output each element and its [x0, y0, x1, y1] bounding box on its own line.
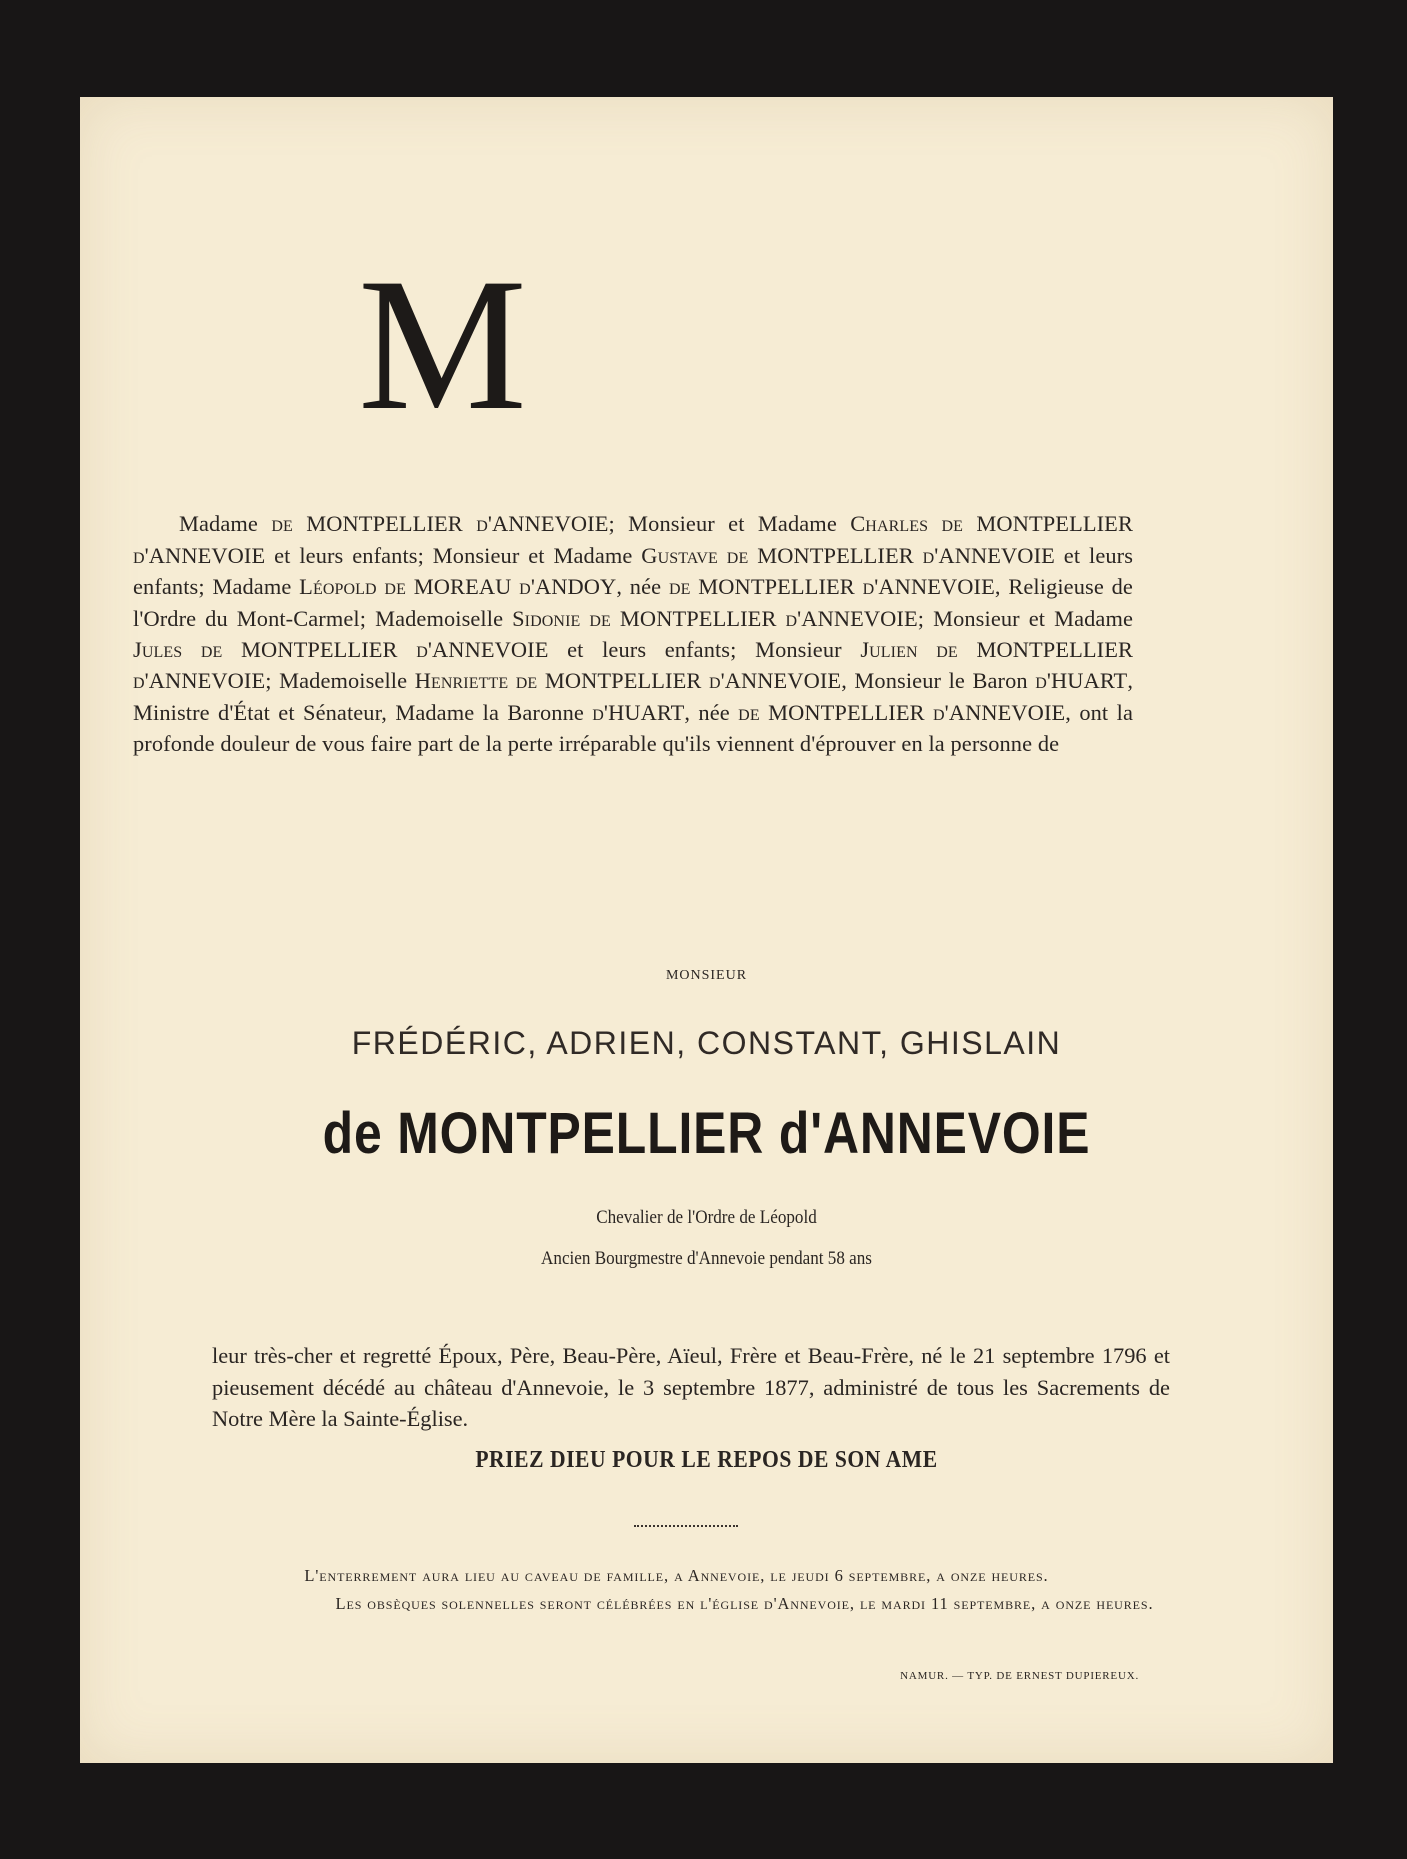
biography-paragraph: leur très-cher et regretté Époux, Père, Beau-Père, Aïeul, Frère et Beau-Frère, né le 21 septembre 1796 et pieusement décédé au château d'Annevoie, le 3 septembre 1877, administré de tous les Sacrements de Notre Mère la Sainte-Église. — [212, 1343, 1170, 1432]
distinction-line: Ancien Bourgmestre d'Annevoie pendant 58 ans — [541, 1248, 872, 1269]
funeral-notice: L'enterrement aura lieu au caveau de famille, a Annevoie, le jeudi 6 septembre, a onze heures. — [304, 1566, 1049, 1585]
deceased-given-names: FRÉDÉRIC, ADRIEN, CONSTANT, GHISLAIN — [351, 1025, 1062, 1061]
printer-imprint: NAMUR. — TYP. DE ERNEST DUPIEREUX. — [900, 1670, 1139, 1682]
honorific-title: MONSIEUR — [665, 968, 748, 983]
decorative-initial: M — [358, 240, 527, 450]
announcement-paper — [80, 97, 1333, 1763]
dotted-divider — [634, 1525, 738, 1527]
funeral-notice: Les obsèques solennelles seront célébrées en l'église d'Annevoie, le mardi 11 septembre, a onze heures. — [335, 1594, 1154, 1613]
announcement-paragraph: Madame de MONTPELLIER d'ANNEVOIE; Monsieur et Madame Charles de MONTPELLIER d'ANNEVOIE et leurs enfants; Monsieur et Madame Gustave de MONTPELLIER d'ANNEVOIE et leurs enfants; Madame Léopold de MOREAU d'ANDOY, née de MONTPELLIER d'ANNEVOIE, Religieuse de l'Ordre du Mont-Carmel; Mademoiselle Sidonie de MONTPELLIER d'ANNEVOIE; Monsieur et Madame Jules de MONTPELLIER d'ANNEVOIE et leurs enfants; Monsieur Julien de MONTPELLIER d'ANNEVOIE; Mademoiselle Henriette de MONTPELLIER d'ANNEVOIE, Monsieur le Baron d'HUART, Ministre d'État et Sénateur, Madame la Baronne d'HUART, née de MONTPELLIER d'ANNEVOIE, ont la profonde douleur de vous faire part de la perte irréparable qu'ils viennent d'éprouver en la personne de — [133, 511, 1134, 757]
prayer-line: PRIEZ DIEU POUR LE REPOS DE SON AME — [475, 1447, 938, 1473]
distinction-line: Chevalier de l'Ordre de Léopold — [596, 1207, 817, 1228]
deceased-surname: de MONTPELLIER d'ANNEVOIE — [322, 1101, 1091, 1166]
